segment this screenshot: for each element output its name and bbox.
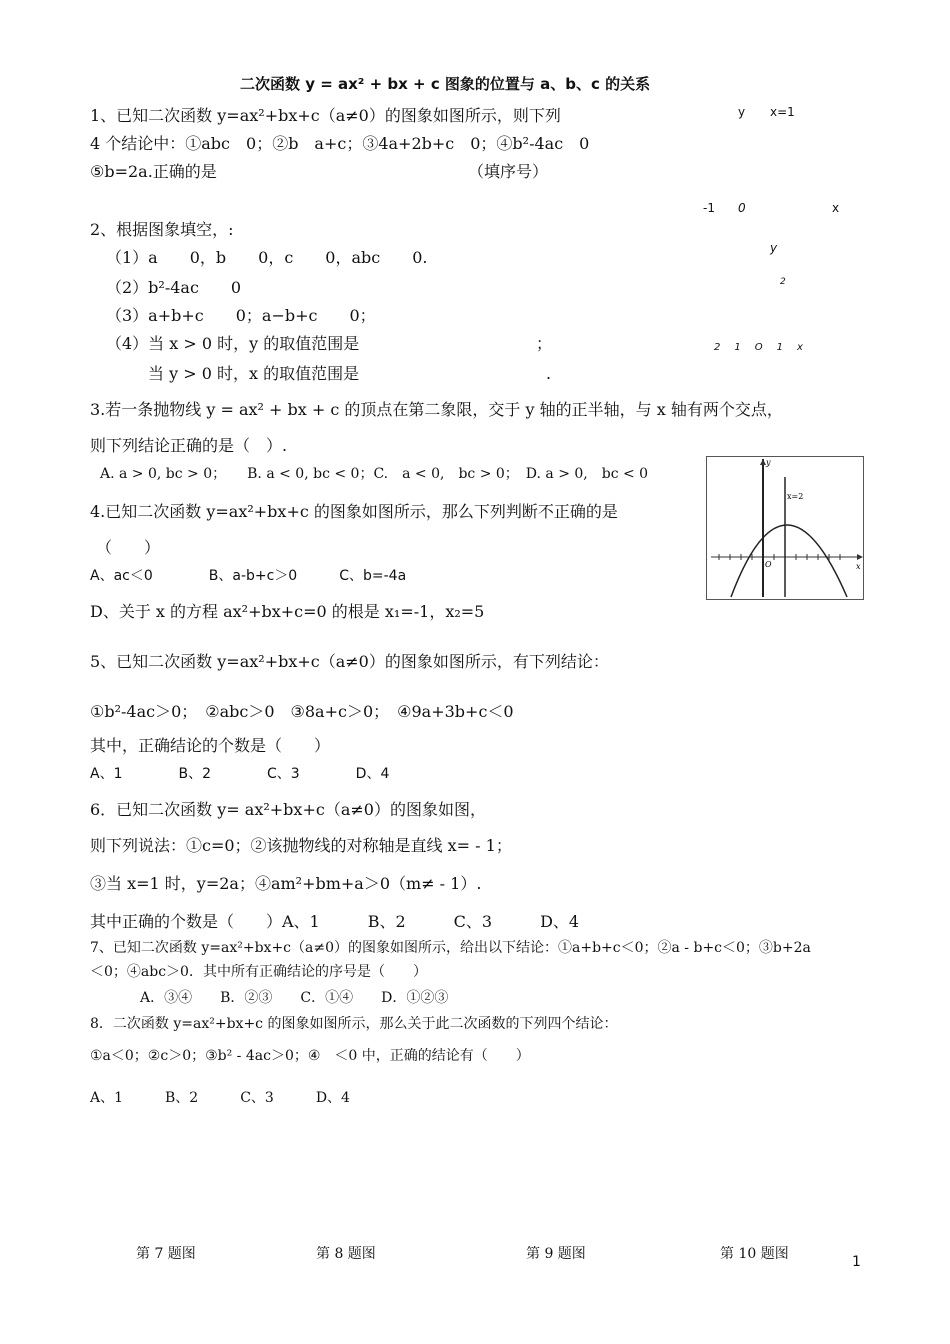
q2-part4-end: ； (536, 334, 553, 353)
fig3-axis-label: x=2 (787, 492, 804, 501)
q2-part4: （4）当 x > 0 时，y 的取值范围是 (106, 334, 360, 353)
fig1-x-label: x (832, 201, 840, 215)
fig3-origin-label: O (765, 560, 772, 569)
q8-options: A、1 B、2 C、3 D、4 (90, 1090, 350, 1106)
q4-option-d: D、关于 x 的方程 ax²+bx+c=0 的根是 x₁=-1，x₂=5 (90, 602, 485, 621)
q4-line1: 4.已知二次函数 y=ax²+bx+c 的图象如图所示，那么下列判断不正确的是 (90, 502, 618, 521)
q1-line3: ⑤b=2a.正确的是 (90, 162, 217, 181)
parabola-graph (707, 457, 863, 599)
q4-parabola-figure (706, 456, 864, 600)
q5-line2: ①b²-4ac＞0； ②abc＞0 ③8a+c＞0； ④9a+3b+c＜0 (90, 702, 514, 721)
fig1-axis-label: x=1 (770, 105, 795, 119)
q5-line1: 5、已知二次函数 y=ax²+bx+c（a≠0）的图象如图所示，有下列结论： (90, 652, 609, 671)
q6-line3: ③当 x=1 时，y=2a；④am²+bm+a＞0（m≠ - 1）. (90, 874, 482, 893)
q7-options: A．③④ B．②③ C．①④ D．①②③ (140, 990, 449, 1006)
q2-part1: （1）a 0，b 0，c 0，abc 0. (106, 248, 428, 267)
q4-options: A、ac＜0 B、a-b+c＞0 C、b=-4a (90, 568, 407, 584)
q6-line4: 其中正确的个数是（ ）A、1 B、2 C、3 D、4 (90, 912, 580, 931)
fig1-origin-label: 0 (738, 201, 746, 215)
q2-part5-end: . (546, 364, 552, 383)
fig1-y-label: y (738, 105, 746, 119)
q1-fill-hint: （填序号） (468, 162, 549, 181)
q2-title: 2、根据图象填空，: (90, 220, 234, 239)
q2-part5: 当 y > 0 时，x 的取值范围是 (148, 364, 360, 383)
caption-fig7: 第 7 题图 (136, 1246, 196, 1262)
caption-fig8: 第 8 题图 (316, 1246, 376, 1262)
q7-line1: 7、已知二次函数 y=ax²+bx+c（a≠0）的图象如图所示，给出以下结论：①a+b+c＜0；②a - b+c＜0；③b+2a (90, 940, 811, 956)
fig3-x-label: x (856, 562, 861, 571)
page-title: 二次函数 y = ax² + bx + c 图象的位置与 a、b、c 的关系 (240, 75, 651, 93)
q7-line2: ＜0；④abc＞0．其中所有正确结论的序号是（ ） (90, 964, 427, 980)
q6-line1: 6．已知二次函数 y= ax²+bx+c（a≠0）的图象如图， (90, 800, 486, 819)
q2-part2: （2）b²-4ac 0 (106, 278, 242, 297)
fig2-two-label: 2 (780, 277, 786, 287)
q5-options: A、1 B、2 C、3 D、4 (90, 766, 390, 782)
q2-part3: （3）a+b+c 0；a−b+c 0； (106, 306, 376, 325)
fig1-minus1-label: -1 (703, 201, 715, 215)
q1-line2: 4 个结论中：①abc 0；②b a+c；③4a+2b+c 0；④b²-4ac 0 (90, 134, 590, 153)
q3-line1: 3.若一条抛物线 y = ax² + bx + c 的顶点在第二象限，交于 y 轴的正半轴，与 x 轴有两个交点， (90, 400, 783, 419)
fig3-y-label: y (766, 458, 771, 467)
caption-fig9: 第 9 题图 (526, 1246, 586, 1262)
page-number: 1 (852, 1254, 861, 1270)
caption-fig10: 第 10 题图 (720, 1246, 789, 1262)
q1-line1: 1、已知二次函数 y=ax²+bx+c（a≠0）的图象如图所示，则下列 (90, 106, 561, 125)
q3-options: A. a > 0, bc > 0； B. a < 0, bc < 0；C. a < 0, bc > 0； D. a > 0, bc < 0 (100, 466, 649, 482)
q4-blank: （ ） (96, 538, 161, 557)
q8-line2: ①a＜0；②c＞0；③b² - 4ac＞0；④ ＜0 中，正确的结论有（ ） (90, 1048, 530, 1064)
q8-line1: 8．二次函数 y=ax²+bx+c 的图象如图所示，那么关于此二次函数的下列四个结论： (90, 1016, 618, 1032)
q5-line3: 其中，正确结论的个数是（ ） (90, 736, 331, 755)
q3-line2: 则下列结论正确的是（ ）. (90, 436, 288, 455)
fig2-tick-labels: 2 1 O 1 x (714, 342, 805, 353)
fig2-y-label: y (770, 241, 778, 255)
q6-line2: 则下列说法：①c=0；②该抛物线的对称轴是直线 x= - 1； (90, 836, 512, 855)
